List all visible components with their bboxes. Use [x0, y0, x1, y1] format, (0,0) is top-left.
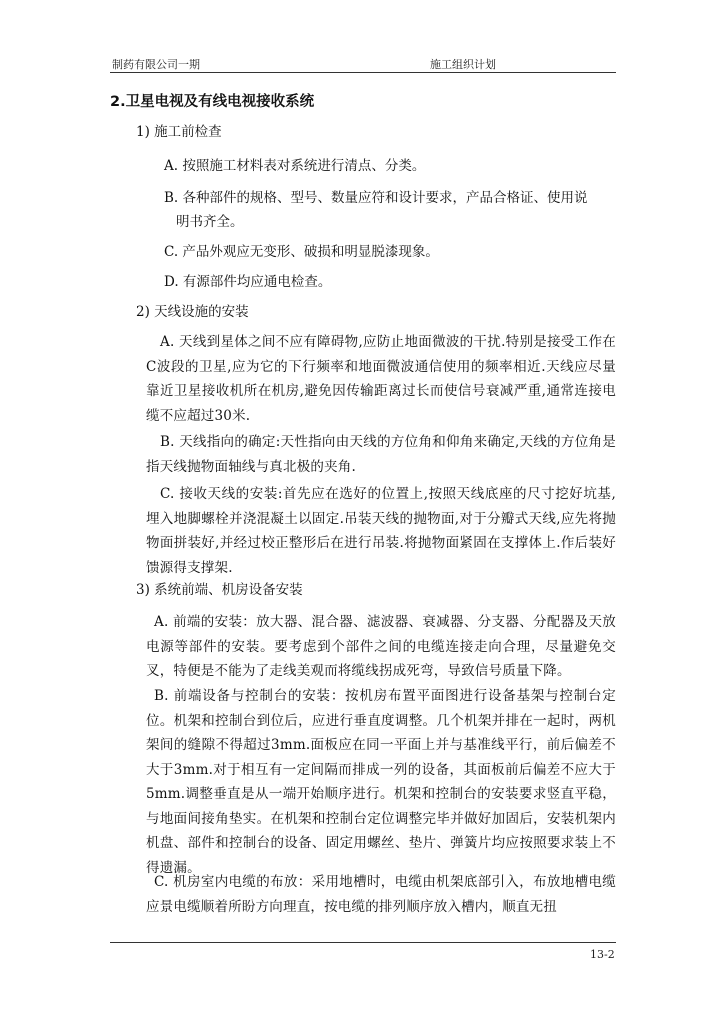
header-divider [110, 72, 616, 73]
subsection-1-title: 1) 施工前检查 [136, 124, 222, 140]
subsection-1-item-b-cont: 明书齐全。 [176, 214, 244, 230]
subsection-2-title: 2) 天线设施的安装 [136, 304, 249, 320]
subsection-3-para-c: C. 机房室内电缆的布放：采用地槽时，电缆由机架底部引入，布放地槽电缆应景电缆顺着所盼方向理直，按电缆的排列顺序放入槽内，顺直无扭 [146, 874, 616, 915]
subsection-2-para-c: C. 接收天线的安装:首先应在选好的位置上,按照天线底座的尺寸挖好坑基,埋入地脚螺栓并浇混凝土以固定.吊装天线的抛物面,对于分瓣式天线,应先将抛物面拼装好,并经过校正整形后在进行吊装.将抛物面紧固在支撑体上.作后装好馈源得支撑架. [146, 486, 616, 576]
subsection-1-item-a: A. 按照施工材料表对系统进行清点、分类。 [164, 158, 426, 174]
subsection-2-para-b: B. 天线指向的确定:天性指向由天线的方位角和仰角来确定,天线的方位角是指天线抛物面轴线与真北极的夹角. [146, 434, 616, 475]
page-number: 13-2 [590, 948, 615, 961]
header-document-title: 施工组织计划 [430, 58, 496, 71]
header-company: 制药有限公司一期 [112, 58, 200, 71]
subsection-2-para-a: A. 天线到星体之间不应有障碍物,应防止地面微波的干扰.特别是接受工作在C波段的卫星,应为它的下行频率和地面微波通信使用的频率相近.天线应尽量靠近卫星接收机所在机房,避免因传输距离过长而使信号衰减严重,通常连接电缆不应超过30米. [146, 334, 616, 424]
subsection-3-para-a: A. 前端的安装：放大器、混合器、滤波器、衰减器、分支器、分配器及天放电源等部件的安装。要考虑到个部件之间的电缆连接走向合理，尽量避免交叉，特便是不能为了走线美观而将缆线拐成死弯，导致信号质量下降。 [146, 614, 616, 679]
subsection-3-para-b: B. 前端设备与控制台的安装：按机房布置平面图进行设备基架与控制台定位。机架和控制台到位后，应进行垂直度调整。几个机架并排在一起时，两机架间的缝隙不得超过3mm.面板应在同一平面上并与基准线平行，前后偏差不大于3mm.对于相互有一定间隔而排成一列的设备，其面板前后偏差不应大于5mm.调整垂直是从一端开始顺序进行。机架和控制台的安装要求竖直平稳，与地面间接角垫实。在机架和控制台定位调整完毕并做好加固后，安装机架内机盘、部件和控制台的设备、固定用螺丝、垫片、弹簧片均应按照要求装上不得遗漏。 [146, 688, 616, 876]
footer-divider [110, 942, 616, 943]
subsection-3-title: 3) 系统前端、机房设备安装 [136, 582, 303, 598]
subsection-1-item-c: C. 产品外观应无变形、破损和明显脱漆现象。 [164, 244, 439, 260]
subsection-1-item-b: B. 各种部件的规格、型号、数量应符和设计要求，产品合格证、使用说 [164, 190, 588, 206]
subsection-1-item-d: D. 有源部件均应通电检查。 [164, 274, 332, 290]
section-title: 2.卫星电视及有线电视接收系统 [110, 94, 315, 110]
